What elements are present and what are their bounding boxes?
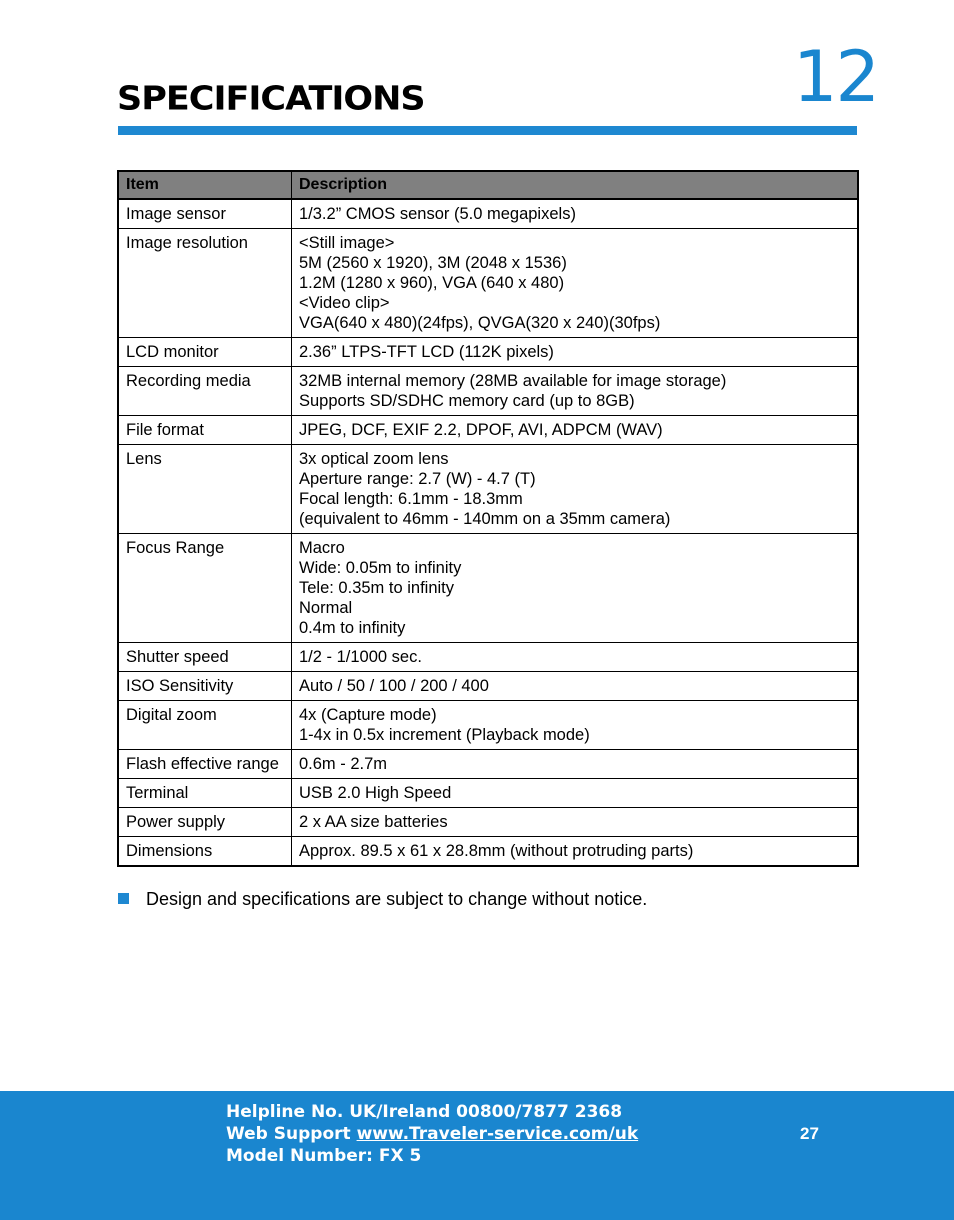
description-line: USB 2.0 High Speed xyxy=(299,784,452,802)
table-row xyxy=(118,199,858,229)
table-row xyxy=(118,779,858,808)
description-line: <Video clip> xyxy=(299,294,390,312)
spec-item-cell: Focus Range xyxy=(118,534,292,643)
description-line: <Still image> xyxy=(299,234,395,252)
description-line: Normal xyxy=(299,599,353,617)
description-line: 1.2M (1280 x 960), VGA (640 x 480) xyxy=(299,274,565,292)
web-support-label: Web Support xyxy=(226,1124,357,1144)
description-line: Supports SD/SDHC memory card (up to 8GB) xyxy=(299,392,635,410)
table-row xyxy=(118,643,858,672)
page-number: 27 xyxy=(800,1124,819,1143)
helpline-text: Helpline No. UK/Ireland 00800/7877 2368 xyxy=(226,1102,623,1122)
spec-item-cell: Image sensor xyxy=(118,199,292,229)
description-line: Wide: 0.05m to infinity xyxy=(299,559,462,577)
description-line: JPEG, DCF, EXIF 2.2, DPOF, AVI, ADPCM (WAV) xyxy=(299,421,663,439)
spec-description-cell xyxy=(292,837,859,867)
table-row xyxy=(118,750,858,779)
spec-description-cell xyxy=(292,701,859,750)
title-underline-bar xyxy=(118,126,857,135)
spec-item-cell: Dimensions xyxy=(118,837,292,867)
spec-item-cell: Power supply xyxy=(118,808,292,837)
table-row xyxy=(118,672,858,701)
square-bullet-icon xyxy=(118,893,129,904)
spec-description-cell xyxy=(292,199,859,229)
column-header-description: Description xyxy=(292,171,859,199)
description-line: VGA(640 x 480)(24fps), QVGA(320 x 240)(30fps) xyxy=(299,314,661,332)
column-header-item: Item xyxy=(118,171,292,199)
table-row xyxy=(118,534,858,643)
description-line: 0.4m to infinity xyxy=(299,619,406,637)
table-row xyxy=(118,229,858,338)
table-row xyxy=(118,808,858,837)
spec-description-cell xyxy=(292,672,859,701)
footer-contact xyxy=(226,1101,638,1167)
description-line: Focal length: 6.1mm - 18.3mm xyxy=(299,490,523,508)
table-row xyxy=(118,837,858,867)
disclaimer-note xyxy=(118,888,647,910)
spec-item-cell: Lens xyxy=(118,445,292,534)
web-support-link[interactable]: www.Traveler-service.com/uk xyxy=(356,1124,639,1144)
model-number-text: Model Number: FX 5 xyxy=(226,1146,422,1166)
spec-description-cell xyxy=(292,367,859,416)
table-body xyxy=(118,199,858,866)
spec-description-cell xyxy=(292,779,859,808)
description-line: Aperture range: 2.7 (W) - 4.7 (T) xyxy=(299,470,536,488)
spec-item-cell: Flash effective range xyxy=(118,750,292,779)
specifications-table xyxy=(117,170,859,867)
table-row xyxy=(118,338,858,367)
description-line: 0.6m - 2.7m xyxy=(299,755,388,773)
description-line: 1/2 - 1/1000 sec. xyxy=(299,648,422,666)
page-title: SPECIFICATIONS xyxy=(117,79,425,118)
chapter-number: 12 xyxy=(793,36,879,118)
description-line: Approx. 89.5 x 61 x 28.8mm (without protruding parts) xyxy=(299,842,694,860)
description-line: Tele: 0.35m to infinity xyxy=(299,579,454,597)
description-line: 5M (2560 x 1920), 3M (2048 x 1536) xyxy=(299,254,567,272)
description-line: Auto / 50 / 100 / 200 / 400 xyxy=(299,677,489,695)
description-line: 1-4x in 0.5x increment (Playback mode) xyxy=(299,726,590,744)
table-row xyxy=(118,445,858,534)
spec-item-cell: Image resolution xyxy=(118,229,292,338)
description-line: 4x (Capture mode) xyxy=(299,706,437,724)
spec-description-cell xyxy=(292,750,859,779)
spec-description-cell xyxy=(292,445,859,534)
spec-item-cell: ISO Sensitivity xyxy=(118,672,292,701)
spec-item-cell: Shutter speed xyxy=(118,643,292,672)
description-line: (equivalent to 46mm - 140mm on a 35mm camera) xyxy=(299,510,671,528)
description-line: 2.36” LTPS-TFT LCD (112K pixels) xyxy=(299,343,554,361)
footer-bar xyxy=(0,1091,954,1220)
description-line: 3x optical zoom lens xyxy=(299,450,449,468)
table-row xyxy=(118,367,858,416)
spec-item-cell: Recording media xyxy=(118,367,292,416)
table-header-row xyxy=(118,171,858,199)
spec-description-cell xyxy=(292,808,859,837)
description-line: Macro xyxy=(299,539,345,557)
spec-description-cell xyxy=(292,534,859,643)
spec-item-cell: LCD monitor xyxy=(118,338,292,367)
spec-description-cell xyxy=(292,338,859,367)
spec-description-cell xyxy=(292,416,859,445)
description-line: 2 x AA size batteries xyxy=(299,813,448,831)
table-row xyxy=(118,416,858,445)
spec-description-cell xyxy=(292,643,859,672)
spec-item-cell: Digital zoom xyxy=(118,701,292,750)
spec-description-cell xyxy=(292,229,859,338)
description-line: 1/3.2” CMOS sensor (5.0 megapixels) xyxy=(299,205,576,223)
table-row xyxy=(118,701,858,750)
spec-item-cell: Terminal xyxy=(118,779,292,808)
web-support-line xyxy=(226,1123,638,1145)
spec-item-cell: File format xyxy=(118,416,292,445)
description-line: 32MB internal memory (28MB available for image storage) xyxy=(299,372,727,390)
disclaimer-text: Design and specifications are subject to change without notice. xyxy=(146,889,648,909)
